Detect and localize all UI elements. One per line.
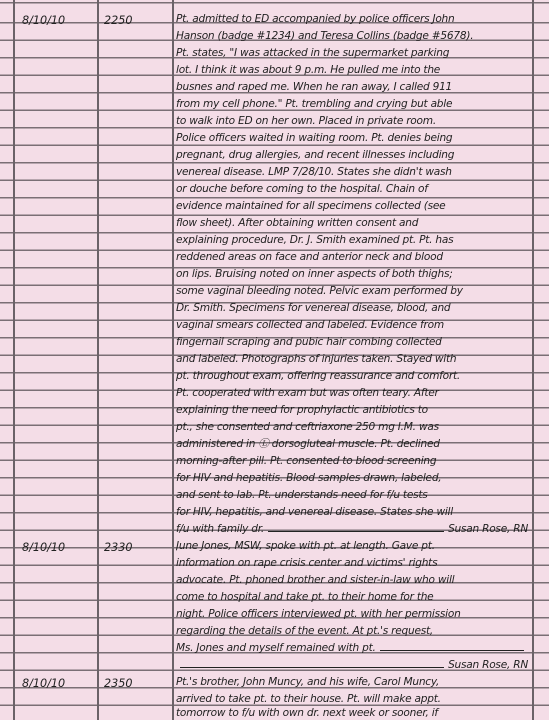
- entry-1-signature: Susan Rose, RN: [448, 523, 528, 535]
- entry-1-line: venereal disease. LMP 7/28/10. States she didn't wash: [176, 166, 452, 178]
- entry-1-line: busnes and raped me. When he ran away, I called 911: [176, 81, 453, 93]
- entry-2-last-line: [176, 640, 528, 656]
- entry-1-line: pregnant, drug allergies, and recent illnesses including: [176, 149, 455, 161]
- right-margin-rule: [532, 0, 534, 720]
- entry-1-line: Hanson (badge #1234) and Teresa Collins (badge #5678).: [176, 30, 474, 42]
- entry-3-time: 2350: [104, 677, 133, 690]
- entry-1-line: to walk into ED on her own. Placed in private room.: [176, 115, 436, 127]
- entry-1-line: for HIV and hepatitis. Blood samples drawn, labeled,: [176, 472, 442, 484]
- entry-1-line: on lips. Bruising noted on inner aspects of both thighs;: [176, 268, 453, 280]
- entry-1-line: explaining procedure, Dr. J. Smith examined pt. Pt. has: [176, 234, 454, 246]
- entry-1-line: explaining the need for prophylactic antibiotics to: [176, 404, 428, 416]
- entry-1-line: from my cell phone." Pt. trembling and crying but able: [176, 98, 453, 110]
- signature-dash: [268, 523, 444, 532]
- entry-1-line: some vaginal bleeding noted. Pelvic exam performed by: [176, 285, 463, 297]
- entry-1-line: pt. throughout exam, offering reassurance and comfort.: [176, 370, 460, 382]
- entry-1-time: 2250: [104, 14, 133, 27]
- date-column-divider: [97, 0, 99, 720]
- entry-2-time: 2330: [104, 541, 133, 554]
- entry-1-line: or douche before coming to the hospital. Chain of: [176, 183, 428, 195]
- entry-3-line: tomorrow to f/u with own dr. next week or sooner, if: [176, 707, 438, 719]
- entry-1-line: and labeled. Photographs of injuries taken. Stayed with: [176, 353, 457, 365]
- entry-1-line: for HIV, hepatitis, and venereal disease. States she will: [176, 506, 453, 518]
- entry-1-signature-line: [176, 521, 528, 537]
- entry-1-line: fingernail scraping and pubic hair combing collected: [176, 336, 442, 348]
- signature-dash: [380, 642, 524, 651]
- entry-1-line: Police officers waited in waiting room. Pt. denies being: [176, 132, 453, 144]
- entry-1-line: reddened areas on face and anterior neck and blood: [176, 251, 443, 263]
- entry-1-line: pt., she consented and ceftriaxone 250 mg I.M. was: [176, 421, 439, 433]
- entry-1-line: and sent to lab. Pt. understands need for f/u tests: [176, 489, 428, 501]
- entry-1-line: lot. I think it was about 9 p.m. He pulled me into the: [176, 64, 441, 76]
- entry-2-line: regarding the details of the event. At pt.'s request,: [176, 625, 434, 637]
- signature-dash: [180, 659, 444, 668]
- entry-1-line: Pt. cooperated with exam but was often teary. After: [176, 387, 439, 399]
- entry-1-line: Pt. states, "I was attacked in the supermarket parking: [176, 47, 450, 59]
- entry-1-line: morning-after pill. Pt. consented to blood screening: [176, 455, 437, 467]
- entry-3-date: 8/10/10: [22, 677, 66, 690]
- entry-2-date: 8/10/10: [22, 541, 66, 554]
- entry-2-signature-line: [176, 657, 528, 673]
- entry-1-line: flow sheet). After obtaining written consent and: [176, 217, 419, 229]
- entry-2-line: information on rape crisis center and victims' rights: [176, 557, 438, 569]
- entry-2-line: advocate. Pt. phoned brother and sister-in-law who will: [176, 574, 455, 586]
- entry-2-signature: Susan Rose, RN: [448, 659, 528, 671]
- entry-2-line: come to hospital and take pt. to their home for the: [176, 591, 434, 603]
- entry-3-line: arrived to take pt. to their house. Pt. will make appt.: [176, 693, 441, 705]
- entry-1-date: 8/10/10: [22, 14, 66, 27]
- entry-1-line: administered in Ⓛ dorsogluteal muscle. Pt. declined: [176, 438, 440, 450]
- entry-1-line: vaginal smears collected and labeled. Evidence from: [176, 319, 444, 331]
- left-margin-rule: [13, 0, 15, 720]
- entry-1-line: Dr. Smith. Specimens for venereal disease, blood, and: [176, 302, 451, 314]
- entry-1-last-text: f/u with family dr.: [176, 523, 265, 535]
- entry-2-line: night. Police officers interviewed pt. with her permission: [176, 608, 461, 620]
- entry-2-last-text: Ms. Jones and myself remained with pt.: [176, 642, 376, 654]
- time-column-divider: [172, 0, 174, 720]
- entry-2-line: June Jones, MSW, spoke with pt. at length. Gave pt.: [176, 540, 435, 552]
- entry-1-line: Pt. admitted to ED accompanied by police officers John: [176, 13, 455, 25]
- entry-3-line: Pt.'s brother, John Muncy, and his wife, Carol Muncy,: [176, 676, 440, 688]
- entry-1-line: evidence maintained for all specimens collected (see: [176, 200, 446, 212]
